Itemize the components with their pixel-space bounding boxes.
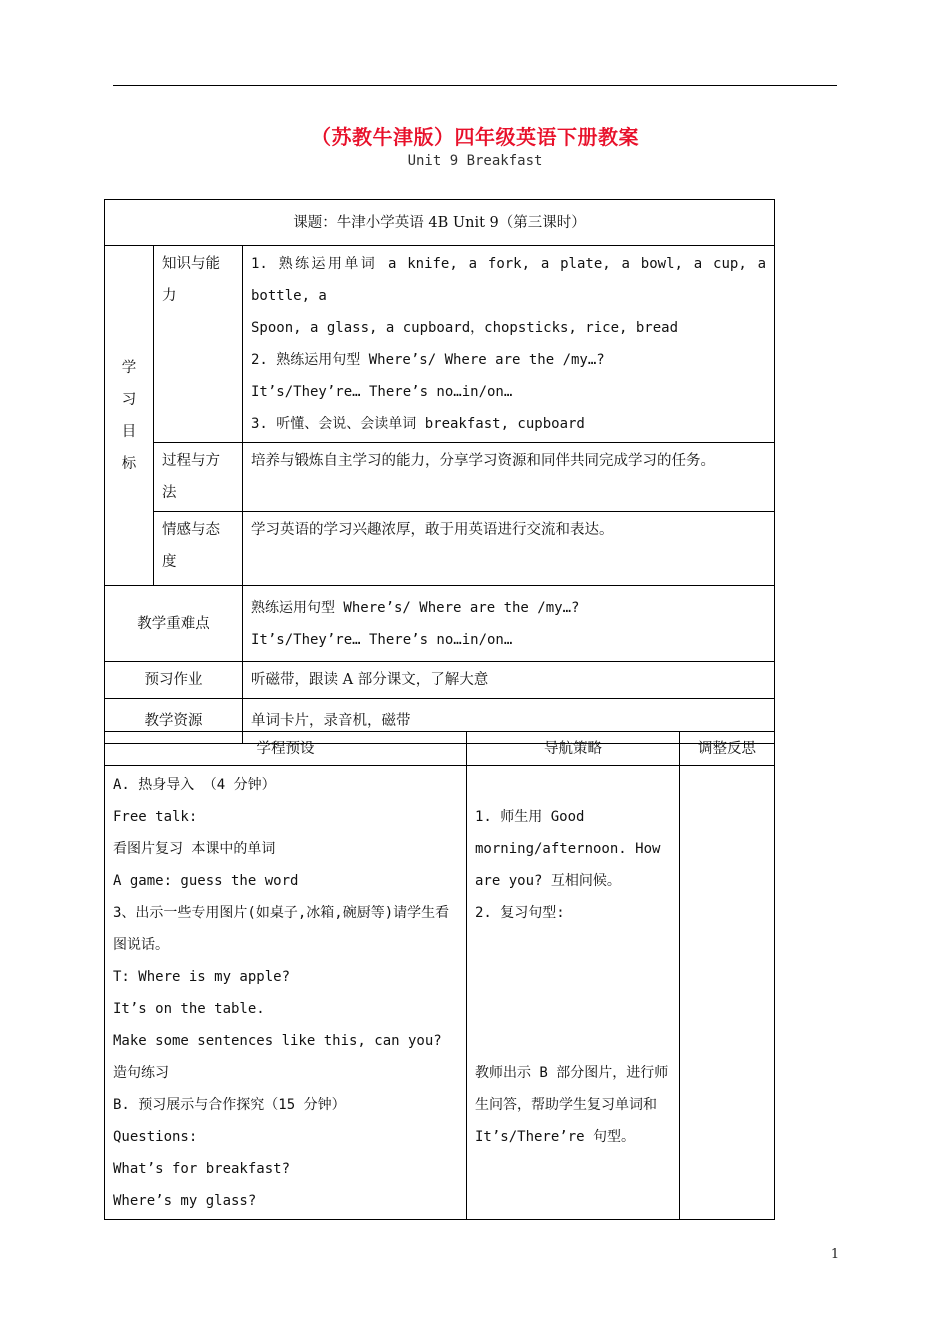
step-line: It’s on the table. xyxy=(113,1001,265,1017)
process-steps xyxy=(105,766,467,1220)
step-line: 3、出示一些专用图片(如桌子,冰箱,碗厨等)请学生看图说话。 xyxy=(113,905,450,953)
strategy-picture: 教师出示 B 部分图片，进行师生问答，帮助学生复习单词和 It’s/There’re 句型。 xyxy=(475,1065,669,1145)
lesson-info-table xyxy=(104,199,775,744)
strategy-cell xyxy=(467,766,680,1220)
reflection-cell xyxy=(680,766,775,1220)
objectives-label: 学 习 目 标 xyxy=(105,246,154,586)
knowledge-label: 知识与能力 xyxy=(154,246,243,443)
document-subtitle: Unit 9 Breakfast xyxy=(407,153,543,169)
step-line: What’s for breakfast? xyxy=(113,1161,291,1177)
resources-content: 单词卡片，录音机，磁带 xyxy=(243,699,775,744)
knowledge-content: 1. 熟练运用单词 a knife, a fork, a plate, a bowl, a cup, a bottle, a Spoon, a glass, a cupboard，chopsticks, rice, bread 2. 熟练运用句型 Where’s/ Where are the /my…? It’s/They’re… There’s no…in/on… 3. 听懂、会说、会读单词 breakfast, cupboard xyxy=(243,246,775,443)
document-title: （苏教牛津版）四年级英语下册教案 xyxy=(311,125,639,149)
emotion-content: 学习英语的学习兴趣浓厚，敢于用英语进行交流和表达。 xyxy=(243,512,775,586)
process-table xyxy=(104,731,775,1220)
header-strategy: 导航策略 xyxy=(467,732,680,766)
key-points-label: 教学重难点 xyxy=(105,586,243,662)
key-points-content: 熟练运用句型 Where’s/ Where are the /my…? It’s/They’re… There’s no…in/on… xyxy=(243,586,775,662)
step-line: T: Where is my apple? xyxy=(113,969,291,985)
resources-label: 教学资源 xyxy=(105,699,243,744)
step-line: B. 预习展示与合作探究（15 分钟） xyxy=(113,1097,346,1113)
page-number: 1 xyxy=(830,1247,840,1262)
header-rule xyxy=(113,85,837,86)
header-process: 学程预设 xyxy=(105,732,467,766)
step-line: Questions: xyxy=(113,1129,198,1145)
strategy-greeting: 1. 师生用 Good morning/afternoon. How are you? 互相问候。 xyxy=(475,809,661,889)
emotion-label: 情感与态度 xyxy=(154,512,243,586)
step-line: 造句练习 xyxy=(113,1065,169,1081)
process-content: 培养与锻炼自主学习的能力，分享学习资源和同伴共同完成学习的任务。 xyxy=(243,443,775,512)
preview-label: 预习作业 xyxy=(105,662,243,699)
step-line: Free talk: xyxy=(113,809,198,825)
lesson-topic: 课题：牛津小学英语 4B Unit 9（第三课时） xyxy=(105,200,775,246)
process-label: 过程与方法 xyxy=(154,443,243,512)
preview-content: 听磁带，跟读 A 部分课文，了解大意 xyxy=(243,662,775,699)
strategy-review: 2. 复习句型: xyxy=(475,905,565,921)
step-line: A game: guess the word xyxy=(113,873,299,889)
step-line: Where’s my glass? xyxy=(113,1193,257,1209)
header-reflection: 调整反思 xyxy=(680,732,775,766)
step-line: 看图片复习 本课中的单词 xyxy=(113,841,276,857)
step-line: Make some sentences like this, can you? xyxy=(113,1033,442,1049)
step-line: A. 热身导入 （4 分钟） xyxy=(113,777,276,793)
